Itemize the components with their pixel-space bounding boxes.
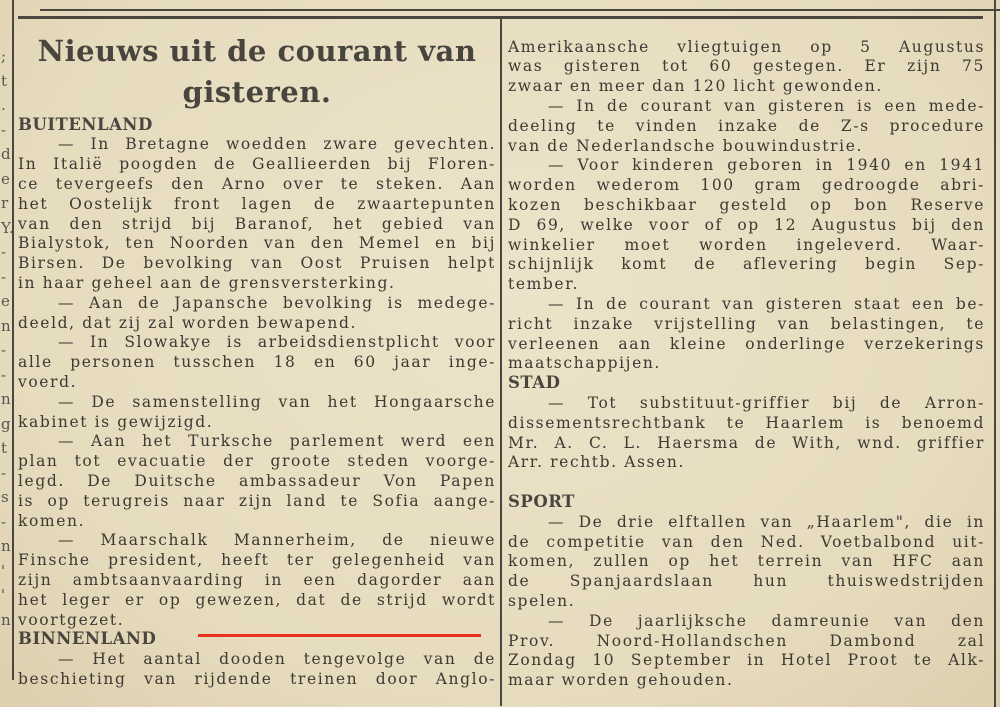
margin-fragment: n xyxy=(1,537,11,555)
margin-fragment: - xyxy=(1,243,7,261)
article-text-line: — Tot substituut-griffier bij de Arron- xyxy=(548,393,985,412)
article-text-line: In Italië poogden de Geallieerden bij Floren- xyxy=(18,155,496,174)
article-text-line: — De drie elftallen van „Haarlem", die in xyxy=(548,512,985,531)
article-text-line: — In Slowakye is arbeidsdienstplicht voor xyxy=(58,333,496,352)
article-text-line: de competitie van den Ned. Voetbalbond uit- xyxy=(508,532,985,551)
article-text-line: deeling te vinden inzake de Z-s procedure xyxy=(508,116,985,135)
article-text-line: de Spanjaardslaan hun thuiswedstrijden xyxy=(508,572,985,591)
margin-fragment: n xyxy=(1,610,11,629)
margin-fragment: e xyxy=(1,292,10,310)
article-text-line: was gisteren tot 60 gestegen. Er zijn 75 xyxy=(508,57,985,76)
article-text-line: ce tevergeefs den Arno over te steken. Aan xyxy=(18,174,496,193)
article-text-line: worden wederom 100 gram gedroogde abri- xyxy=(508,176,985,195)
margin-fragment: - xyxy=(1,120,7,139)
article-text-line: — Het aantal dooden tengevolge van de xyxy=(58,650,496,669)
margin-fragment: - xyxy=(1,267,7,286)
right-text-column xyxy=(508,0,985,707)
article-text-line: — In de courant van gisteren staat een be- xyxy=(548,294,985,313)
article-text-line: richt inzake vrijstelling van belastingen, te xyxy=(508,314,985,333)
margin-fragment: - xyxy=(1,512,7,531)
margin-fragment: d xyxy=(1,145,11,163)
article-text-line: — De jaarlijksche damreunie van den xyxy=(548,611,985,630)
article-text-line: voortgezet. xyxy=(18,610,125,629)
article-text-line: tember. xyxy=(508,275,580,294)
article-text-line: voerd. xyxy=(18,372,78,391)
margin-fragment: t xyxy=(1,71,8,90)
article-title-line-2: gisteren. xyxy=(182,75,332,109)
article-text-line: van den strijd bij Baranof, het gebied van xyxy=(18,214,496,233)
margin-fragment: . xyxy=(1,96,6,114)
right-column-divider xyxy=(994,0,996,707)
article-text-line: verleenen aan kleine onderlinge verzekerings xyxy=(508,334,985,353)
article-text-line: komen. xyxy=(18,511,86,530)
margin-fragment: n xyxy=(1,316,11,335)
article-text-line: winkelier moet worden ingeleverd. Waar- xyxy=(508,235,985,254)
margin-fragment: s xyxy=(1,488,9,506)
article-text-line: dissementsrechtbank te Haarlem is benoemd xyxy=(508,413,985,432)
left-column-divider xyxy=(12,0,14,680)
article-text-line: schijnlijk komt de aflevering begin Sep- xyxy=(508,255,985,274)
article-text-line: — In de courant van gisteren is een mede- xyxy=(548,96,985,115)
margin-fragment: - xyxy=(1,463,7,482)
article-text-line: van de Nederlandsche bouwindustrie. xyxy=(508,136,863,155)
article-text-line: kozen beschikbaar gesteld op bon Reserve xyxy=(508,195,985,214)
article-text-line: het leger er op gewezen, dat de strijd wordt xyxy=(18,590,496,609)
article-text-line: — Voor kinderen geboren in 1940 en 1941 xyxy=(548,156,985,175)
section-heading-sport: SPORT xyxy=(508,491,575,511)
article-text-line: is op terugreis naar zijn land te Sofia aange- xyxy=(18,491,496,510)
article-text-line: — Aan het Turksche parlement werd een xyxy=(58,432,496,451)
article-text-line: legd. De Duitsche ambassadeur Von Papen xyxy=(18,471,496,490)
margin-fragment: r xyxy=(1,194,9,212)
article-text-line: Finsche president, heeft ter gelegenheid van xyxy=(18,551,496,570)
margin-fragment: ' xyxy=(1,586,6,604)
article-text-line: Birsen. De bevolking van Oost Pruisen helpt xyxy=(18,254,496,273)
article-text-line: deeld, dat zij zal worden bewapend. xyxy=(18,313,358,332)
article-text-line: plan tot evacuatie der groote steden voorge- xyxy=(18,452,496,471)
left-text-column xyxy=(18,0,496,707)
margin-fragment: t xyxy=(1,439,8,457)
article-text-line: spelen. xyxy=(508,591,576,610)
margin-fragment: ' xyxy=(1,561,6,580)
margin-fragment: n xyxy=(1,390,11,408)
article-text-line: komen, zullen op het terrein van HFC aan xyxy=(508,552,985,571)
article-text-line: D 69, welke voor of op 12 Augustus bij den xyxy=(508,215,985,234)
article-text-line: Amerikaansche vliegtuigen op 5 Augustus xyxy=(508,37,985,56)
article-text-line: Mr. A. C. L. Haersma de With, wnd. griffier xyxy=(508,433,985,452)
section-heading-stad: STAD xyxy=(508,373,561,393)
article-text-line: Zondag 10 September in Hotel Proot te Alk- xyxy=(508,651,985,670)
article-text-line: Prov. Noord-Hollandschen Dambond zal xyxy=(508,631,985,650)
article-text-line: zijn ambtsaanvaarding in een dagorder aan xyxy=(18,570,496,589)
section-heading-buitenland: BUITENLAND xyxy=(18,114,153,134)
article-text-line: — De samenstelling van het Hongaarsche xyxy=(58,392,496,411)
article-text-line: het Oostelijk front lagen de zwaartepunten xyxy=(18,194,496,213)
margin-fragment: Y. xyxy=(1,218,14,237)
article-title-line-1: Nieuws uit de courant van xyxy=(37,34,477,68)
article-text-line: — In Bretagne woedden zware gevechten. xyxy=(58,135,496,154)
article-text-line: maar worden gehouden. xyxy=(508,671,734,690)
article-text-line: kabinet is gewijzigd. xyxy=(18,412,214,431)
article-text-line: beschieting van rijdende treinen door Anglo- xyxy=(18,669,496,688)
article-text-line: alle personen tusschen 18 en 60 jaar inge- xyxy=(18,353,496,372)
margin-fragment: e xyxy=(1,169,10,188)
article-text-line: zwaar en meer dan 120 licht gewonden. xyxy=(508,77,883,96)
article-text-line: maatschappijen. xyxy=(508,354,661,373)
article-text-line: — Maarschalk Mannerheim, de nieuwe xyxy=(58,531,496,550)
center-column-divider xyxy=(500,16,502,706)
article-text-line: Bialystok, ten Noorden van den Memel en bij xyxy=(18,234,496,253)
margin-fragment: g xyxy=(1,414,11,433)
article-text-line: Arr. rechtb. Assen. xyxy=(508,453,685,472)
margin-fragment: ; xyxy=(1,47,7,65)
margin-fragment: - xyxy=(1,341,7,359)
article-text-line: — Aan de Japansche bevolking is medege- xyxy=(58,293,496,312)
section-heading-binnenland: BINNENLAND xyxy=(18,629,157,649)
article-text-line: in haar geheel aan de grensversterking. xyxy=(18,273,396,292)
red-annotation-underline xyxy=(198,634,481,637)
margin-fragment: - xyxy=(1,365,7,384)
